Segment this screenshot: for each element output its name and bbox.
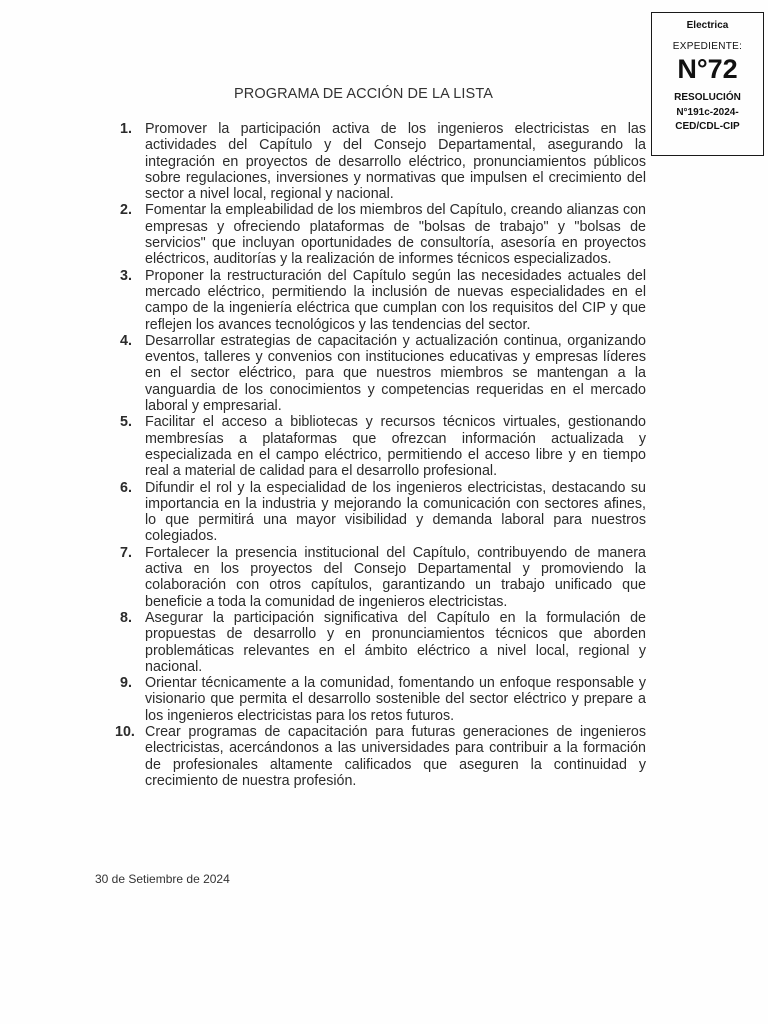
stamp-category: Electrica	[686, 20, 729, 31]
item-number: 9.	[120, 675, 132, 692]
item-text: Fomentar la empleabilidad de los miembros del Capítulo, creando alianzas con empresas y ofreciendo plataformas de "bolsas de trabajo" y "bolsas de servicios" que incluyan oportunidades de consultoría, asesoría en proyectos eléctricos, auditorías y la realización de informes técnicos especializados.	[145, 202, 646, 268]
action-item-2	[113, 202, 646, 267]
stamp-number: N°72	[677, 54, 738, 84]
action-item-5	[113, 414, 646, 479]
action-item-3	[113, 268, 646, 333]
item-number: 6.	[120, 479, 132, 496]
stamp-resolution-line-1: RESOLUCIÓN	[674, 92, 741, 103]
item-number: 7.	[120, 544, 132, 561]
document-date: 30 de Setiembre de 2024	[95, 872, 230, 886]
action-item-8	[113, 610, 646, 675]
item-text: Facilitar el acceso a bibliotecas y recursos técnicos virtuales, gestionando membresías a plataformas que ofrezcan información actualizada y especializada en el campo eléctrico, permitiendo el acceso libre y en tiempo real a material de calidad para el desarrollo profesional.	[145, 414, 646, 480]
action-item-6	[113, 480, 646, 545]
action-item-9	[113, 675, 646, 724]
item-text: Proponer la restructuración del Capítulo según las necesidades actuales del mercado eléctrico, permitiendo la inclusión de nuevas especialidades en el campo de la ingeniería eléctrica que cumplan con los requisitos del CIP y que reflejen los avances tecnológicos y las tendencias del sector.	[145, 267, 646, 333]
action-item-1	[113, 121, 646, 202]
action-item-4	[113, 333, 646, 414]
item-text: Difundir el rol y la especialidad de los ingenieros electricistas, destacando su importancia en la industria y mejorando la comunicación con sectores afines, lo que permitirá una mayor visibilidad y demanda laboral para nuestros colegiados.	[145, 479, 646, 545]
item-number: 8.	[120, 609, 132, 626]
item-number: 3.	[120, 267, 132, 284]
action-item-10	[113, 724, 646, 789]
item-number: 5.	[120, 414, 132, 431]
item-text: Fortalecer la presencia institucional del Capítulo, contribuyendo de manera activa en los proyectos del Consejo Departamental y promoviendo la colaboración con otros capítulos, garantizando un trabajo unificado que beneficie a toda la comunidad de ingenieros electricistas.	[145, 544, 646, 610]
item-number: 2.	[120, 202, 132, 219]
file-stamp	[651, 12, 764, 156]
stamp-resolution	[652, 91, 763, 135]
item-number: 4.	[120, 332, 132, 349]
item-number: 10.	[115, 723, 135, 740]
item-text: Asegurar la participación significativa del Capítulo en la formulación de propuestas de desarrollo y en pronunciamientos técnicos que aborden problemáticas relevantes en el ámbito eléctrico a nivel local, regional y nacional.	[145, 609, 646, 675]
item-text: Crear programas de capacitación para futuras generaciones de ingenieros electricistas, acercándonos a las universidades para contribuir a la formación de profesionales altamente calificados que aseguren la continuidad y crecimiento de nuestra profesión.	[145, 723, 646, 789]
stamp-resolution-line-2: N°191c-2024-	[676, 106, 739, 118]
item-text: Orientar técnicamente a la comunidad, fomentando un enfoque responsable y visionario que permita el desarrollo sostenible del sector eléctrico y prepare a los ingenieros electricistas para los retos futuros.	[145, 675, 646, 724]
item-text: Desarrollar estrategias de capacitación y actualización continua, organizando eventos, talleres y convenios con instituciones educativas y empresas líderes en el sector eléctrico, para que nuestros miembros se mantengan a la vanguardia de los conocimientos y competencias requeridas en el mercado laboral y empresarial.	[145, 332, 646, 415]
item-text: Promover la participación activa de los ingenieros electricistas en las actividades del Capítulo y del Consejo Departamental, asegurando la integración en proyectos de desarrollo eléctrico, pronunciamientos públicos sobre regulaciones, inversiones y normativas que impulsen el crecimiento del sector a nivel local, regional y nacional.	[145, 121, 646, 203]
stamp-expediente-label: EXPEDIENTE:	[672, 41, 743, 52]
action-items-list	[113, 121, 646, 789]
stamp-resolution-line-3: CED/CDL-CIP	[675, 121, 740, 132]
action-item-7	[113, 545, 646, 610]
document-title: PROGRAMA DE ACCIÓN DE LA LISTA	[234, 86, 493, 102]
item-number: 1.	[120, 121, 132, 137]
